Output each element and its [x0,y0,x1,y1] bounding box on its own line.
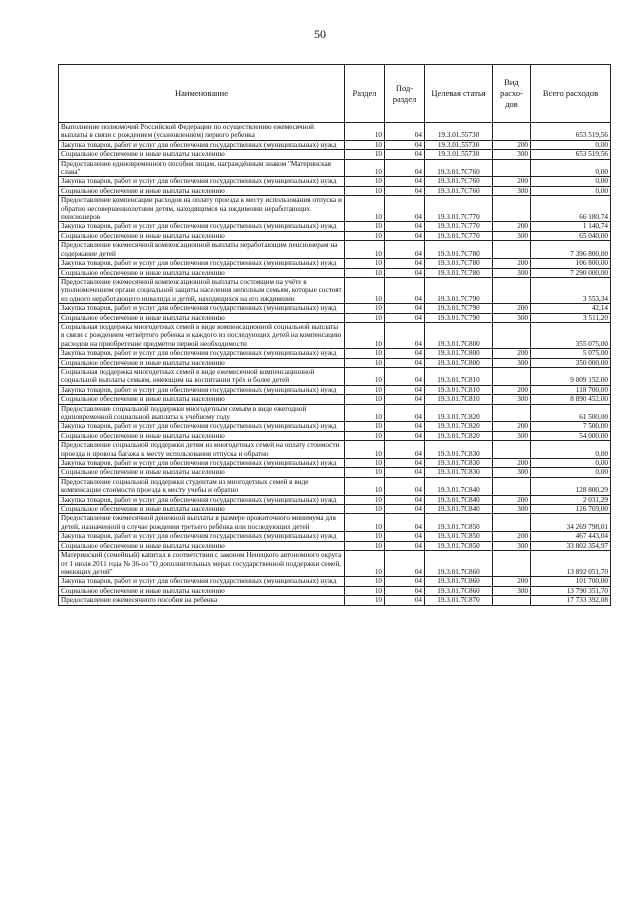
table-row [59,505,611,514]
row-name: Закупка товаров, работ и услуг для обеспечения государственных (муниципальных) нужд [59,495,345,504]
row-razdel: 10 [345,505,385,514]
table-row [59,241,611,259]
table-row [59,358,611,367]
header-name: Наименование [59,65,345,123]
row-vid: 200 [493,577,531,586]
row-name: Социальное обеспечение и иные выплаты населению [59,586,345,595]
header-target: Целевая статья [425,65,493,123]
row-name: Предоставление компенсации расходов на оплату проезда к месту использования отпуска и обратно несовершеннолетним детям, находящимся на иждивении неработающих пенсионеров [59,196,345,222]
row-podrazdel: 04 [385,385,425,394]
row-razdel: 10 [345,186,385,195]
row-total: 3 511,20 [531,313,611,322]
row-target: 19.3.01.7С860 [425,586,493,595]
table-row [59,514,611,532]
header-total: Всего расходов [531,65,611,123]
table-row [59,468,611,477]
row-podrazdel: 04 [385,541,425,550]
row-podrazdel: 04 [385,349,425,358]
table-row [59,551,611,577]
header-vid: Вид расхо-дов [493,65,531,123]
row-name: Закупка товаров, работ и услуг для обеспечения государственных (муниципальных) нужд [59,222,345,231]
row-vid: 300 [493,586,531,595]
row-vid: 200 [493,177,531,186]
row-vid [493,514,531,532]
row-vid [493,441,531,459]
row-razdel: 10 [345,431,385,440]
header-podrazdel: Под-раздел [385,65,425,123]
row-podrazdel: 04 [385,358,425,367]
row-target: 19.3.01.7С840 [425,505,493,514]
row-name: Предоставление социальной поддержки многодетным семьям в виде ежегодной единовременной социальной выплаты к учебному году [59,404,345,422]
row-vid [493,551,531,577]
table-row [59,349,611,358]
row-razdel: 10 [345,241,385,259]
row-podrazdel: 04 [385,196,425,222]
row-razdel: 10 [345,277,385,303]
row-razdel: 10 [345,477,385,495]
row-podrazdel: 04 [385,505,425,514]
row-razdel: 10 [345,404,385,422]
row-name: Выполнение полномочий Российской Федерации по осуществлению ежемесячной выплаты в связи с рождением (усыновлением) первого ребенка [59,123,345,141]
row-target: 19.3.01.7С850 [425,532,493,541]
row-target: 19.3.01.7С770 [425,222,493,231]
row-name: Социальное обеспечение и иные выплаты населению [59,268,345,277]
row-target: 19.3.01.7С800 [425,358,493,367]
row-target: 19.3.01.7С760 [425,186,493,195]
row-total: 0,00 [531,441,611,459]
row-name: Социальное обеспечение и иные выплаты населению [59,431,345,440]
row-podrazdel: 04 [385,140,425,149]
table-row [59,367,611,385]
row-target: 19.3.01.7С830 [425,441,493,459]
table-row [59,140,611,149]
row-total: 7 290 000,00 [531,268,611,277]
row-razdel: 10 [345,441,385,459]
table-row [59,322,611,348]
row-total: 61 500,00 [531,404,611,422]
row-total: 42,14 [531,304,611,313]
row-total: 54 000,00 [531,431,611,440]
table-row [59,268,611,277]
row-vid: 200 [493,140,531,149]
table-row [59,459,611,468]
row-target: 19.3.01.7С850 [425,541,493,550]
row-razdel: 10 [345,541,385,550]
row-target: 19.3.01.7С850 [425,514,493,532]
row-target: 19.3.01.7С840 [425,477,493,495]
row-podrazdel: 04 [385,322,425,348]
row-name: Закупка товаров, работ и услуг для обеспечения государственных (муниципальных) нужд [59,459,345,468]
row-vid: 200 [493,422,531,431]
row-total: 653 519,56 [531,123,611,141]
table-row [59,150,611,159]
table-row [59,441,611,459]
page-number: 50 [314,27,326,41]
row-target: 19.3.01.7С870 [425,596,493,605]
row-vid [493,196,531,222]
row-vid: 200 [493,495,531,504]
row-name: Закупка товаров, работ и услуг для обеспечения государственных (муниципальных) нужд [59,422,345,431]
row-razdel: 10 [345,349,385,358]
table-row [59,123,611,141]
row-target: 19.3.01.7С810 [425,385,493,394]
row-vid: 200 [493,259,531,268]
row-razdel: 10 [345,159,385,177]
row-vid: 300 [493,358,531,367]
row-total: 3 553,34 [531,277,611,303]
row-name: Социальное обеспечение и иные выплаты населению [59,541,345,550]
row-total: 126 769,00 [531,505,611,514]
table-row [59,231,611,240]
table-row [59,586,611,595]
row-name: Материнский (семейный) капитал в соответствии с законом Ненецкого автономного округа от 1 июля 2011 года № 36-оз "О дополнительных мерах государственной поддержки семей, имеющих детей" [59,551,345,577]
budget-table [58,64,611,606]
row-podrazdel: 04 [385,551,425,577]
row-podrazdel: 04 [385,468,425,477]
row-target: 19.3.01.7С840 [425,495,493,504]
row-target: 19.3.01.7С860 [425,577,493,586]
row-vid [493,367,531,385]
row-podrazdel: 04 [385,268,425,277]
row-podrazdel: 04 [385,441,425,459]
row-target: 19.3.01.7С830 [425,459,493,468]
row-name: Социальное обеспечение и иные выплаты населению [59,395,345,404]
table-row [59,477,611,495]
table-row [59,495,611,504]
table-row [59,431,611,440]
row-vid: 300 [493,505,531,514]
table-row [59,277,611,303]
row-podrazdel: 04 [385,313,425,322]
row-total: 0,00 [531,177,611,186]
row-target: 19.3.01.7С810 [425,395,493,404]
row-vid: 300 [493,150,531,159]
row-total: 9 009 152,00 [531,367,611,385]
row-total: 355 075,00 [531,322,611,348]
row-razdel: 10 [345,532,385,541]
row-razdel: 10 [345,140,385,149]
row-podrazdel: 04 [385,586,425,595]
row-total: 350 000,00 [531,358,611,367]
row-target: 19.3.01.7С780 [425,268,493,277]
row-target: 19.3.01.7С760 [425,177,493,186]
row-name: Предоставление ежемесячной компенсационной выплаты состоящим на учёте в уполномоченном органе социальной защиты населения неполным семьям, которые состоят из одного неработающего инвалида и детей, находящихся на его иждивении [59,277,345,303]
row-total: 5 075,00 [531,349,611,358]
row-total: 106 800,00 [531,259,611,268]
row-total: 653 519,56 [531,150,611,159]
row-vid: 300 [493,395,531,404]
row-total: 101 700,00 [531,577,611,586]
row-target: 19.3.01.7С800 [425,349,493,358]
row-target: 19.3.01.7С830 [425,468,493,477]
row-total: 33 802 354,97 [531,541,611,550]
row-razdel: 10 [345,468,385,477]
row-total: 118 700,00 [531,385,611,394]
row-podrazdel: 04 [385,123,425,141]
row-podrazdel: 04 [385,222,425,231]
row-podrazdel: 04 [385,577,425,586]
row-name: Социальная поддержка многодетных семей в виде ежемесячной компенсационной социальной выплаты семьям, имеющим на воспитании трёх и более детей [59,367,345,385]
row-target: 19.3.01.7С790 [425,277,493,303]
row-podrazdel: 04 [385,596,425,605]
row-vid [493,404,531,422]
row-name: Закупка товаров, работ и услуг для обеспечения государственных (муниципальных) нужд [59,385,345,394]
row-name: Социальное обеспечение и иные выплаты населению [59,358,345,367]
row-podrazdel: 04 [385,177,425,186]
row-total: 34 269 798,01 [531,514,611,532]
row-vid: 200 [493,222,531,231]
row-razdel: 10 [345,385,385,394]
table-row [59,541,611,550]
table-row [59,196,611,222]
row-razdel: 10 [345,177,385,186]
row-name: Закупка товаров, работ и услуг для обеспечения государственных (муниципальных) нужд [59,140,345,149]
table-row [59,532,611,541]
row-podrazdel: 04 [385,159,425,177]
row-vid [493,241,531,259]
row-vid: 300 [493,231,531,240]
table-row [59,404,611,422]
row-target: 19.3.01.55730 [425,150,493,159]
row-podrazdel: 04 [385,395,425,404]
row-target: 19.3.01.7С810 [425,367,493,385]
table-row [59,385,611,394]
row-vid [493,322,531,348]
row-podrazdel: 04 [385,231,425,240]
table-row [59,313,611,322]
row-razdel: 10 [345,422,385,431]
row-target: 19.3.01.7С780 [425,241,493,259]
row-podrazdel: 04 [385,532,425,541]
row-podrazdel: 04 [385,514,425,532]
row-vid: 200 [493,349,531,358]
table-row [59,596,611,605]
row-name: Социальное обеспечение и иные выплаты населению [59,468,345,477]
row-total: 0,00 [531,159,611,177]
row-podrazdel: 04 [385,495,425,504]
row-vid: 300 [493,313,531,322]
row-name: Предоставление социальной поддержки студентам из многодетных семей в виде компенсации стоимости проезда к месту учебы и обратно [59,477,345,495]
row-name: Предоставление единовременного пособия лицам, награждённым знаком "Материнская слава" [59,159,345,177]
row-razdel: 10 [345,222,385,231]
row-total: 128 800,29 [531,477,611,495]
row-total: 0,00 [531,186,611,195]
row-name: Закупка товаров, работ и услуг для обеспечения государственных (муниципальных) нужд [59,349,345,358]
row-podrazdel: 04 [385,259,425,268]
row-vid: 200 [493,385,531,394]
row-total: 66 180,74 [531,196,611,222]
row-name: Закупка товаров, работ и услуг для обеспечения государственных (муниципальных) нужд [59,177,345,186]
table-row [59,222,611,231]
row-target: 19.3.01.7С770 [425,196,493,222]
row-razdel: 10 [345,551,385,577]
row-target: 19.3.01.7С820 [425,422,493,431]
row-name: Социальное обеспечение и иные выплаты населению [59,186,345,195]
row-name: Предоставление ежемесячной компенсационной выплаты неработающим пенсионерам на содержание детей [59,241,345,259]
row-razdel: 10 [345,514,385,532]
table-row [59,304,611,313]
row-podrazdel: 04 [385,186,425,195]
row-vid [493,596,531,605]
row-vid: 300 [493,541,531,550]
row-vid [493,123,531,141]
row-razdel: 10 [345,313,385,322]
row-razdel: 10 [345,150,385,159]
row-vid: 300 [493,431,531,440]
row-razdel: 10 [345,596,385,605]
row-razdel: 10 [345,304,385,313]
row-vid: 200 [493,532,531,541]
row-name: Предоставление ежемесячной денежной выплаты в размере прожиточного минимума для детей, назначенной в случае рождения третьего ребёнка или последующих детей [59,514,345,532]
row-razdel: 10 [345,322,385,348]
row-podrazdel: 04 [385,241,425,259]
row-vid: 300 [493,186,531,195]
row-podrazdel: 04 [385,277,425,303]
table-row [59,159,611,177]
row-podrazdel: 04 [385,404,425,422]
row-total: 65 040,00 [531,231,611,240]
row-total: 17 733 392,08 [531,596,611,605]
row-vid [493,477,531,495]
row-vid: 300 [493,468,531,477]
row-name: Социальное обеспечение и иные выплаты населению [59,313,345,322]
row-total: 2 031,29 [531,495,611,504]
row-name: Социальное обеспечение и иные выплаты населению [59,150,345,159]
row-total: 13 892 051,70 [531,551,611,577]
row-target: 19.3.01.7С790 [425,304,493,313]
row-podrazdel: 04 [385,477,425,495]
row-podrazdel: 04 [385,459,425,468]
row-target: 19.3.01.7С760 [425,159,493,177]
row-podrazdel: 04 [385,304,425,313]
row-razdel: 10 [345,259,385,268]
row-razdel: 10 [345,196,385,222]
row-total: 7 500,00 [531,422,611,431]
row-target: 19.3.01.7С800 [425,322,493,348]
row-total: 0,00 [531,459,611,468]
header-razdel: Раздел [345,65,385,123]
row-podrazdel: 04 [385,367,425,385]
row-razdel: 10 [345,231,385,240]
row-podrazdel: 04 [385,150,425,159]
row-target: 19.3.01.55730 [425,140,493,149]
row-total: 0,00 [531,468,611,477]
table-row [59,259,611,268]
row-razdel: 10 [345,495,385,504]
table-row [59,395,611,404]
row-total: 1 140,74 [531,222,611,231]
table-row [59,577,611,586]
row-podrazdel: 04 [385,431,425,440]
row-target: 19.3.01.7С820 [425,431,493,440]
row-razdel: 10 [345,459,385,468]
row-total: 467 443,04 [531,532,611,541]
row-name: Закупка товаров, работ и услуг для обеспечения государственных (муниципальных) нужд [59,577,345,586]
table-header-row [59,65,611,123]
row-target: 19.3.01.7С860 [425,551,493,577]
row-total: 7 396 800,00 [531,241,611,259]
row-vid: 200 [493,304,531,313]
row-razdel: 10 [345,367,385,385]
row-name: Социальное обеспечение и иные выплаты населению [59,505,345,514]
row-vid [493,277,531,303]
row-total: 8 890 452,00 [531,395,611,404]
row-vid [493,159,531,177]
row-razdel: 10 [345,395,385,404]
row-target: 19.3.01.7С790 [425,313,493,322]
row-target: 19.3.01.7С820 [425,404,493,422]
table-row [59,177,611,186]
row-razdel: 10 [345,268,385,277]
row-total: 13 790 351,70 [531,586,611,595]
row-target: 19.3.01.7С770 [425,231,493,240]
table-row [59,422,611,431]
table-row [59,186,611,195]
row-razdel: 10 [345,577,385,586]
row-podrazdel: 04 [385,422,425,431]
row-razdel: 10 [345,586,385,595]
row-total: 0,00 [531,140,611,149]
row-name: Предоставление социальной поддержки детям из многодетных семей на оплату стоимости проезда и провоза багажа к месту использования отпуска и обратно [59,441,345,459]
row-name: Закупка товаров, работ и услуг для обеспечения государственных (муниципальных) нужд [59,259,345,268]
row-name: Социальная поддержка многодетных семей в виде компенсационной социальной выплаты в связи с рождением четвёртого ребенка и каждого из последующих детей на компенсацию расходов на приобретение предметов первой необходимости [59,322,345,348]
row-target: 19.3.01.55730 [425,123,493,141]
row-name: Закупка товаров, работ и услуг для обеспечения государственных (муниципальных) нужд [59,304,345,313]
row-vid: 300 [493,268,531,277]
row-razdel: 10 [345,358,385,367]
row-name: Социальное обеспечение и иные выплаты населению [59,231,345,240]
row-name: Предоставление ежемесячного пособия на ребенка [59,596,345,605]
row-target: 19.3.01.7С780 [425,259,493,268]
row-name: Закупка товаров, работ и услуг для обеспечения государственных (муниципальных) нужд [59,532,345,541]
row-vid: 200 [493,459,531,468]
row-razdel: 10 [345,123,385,141]
